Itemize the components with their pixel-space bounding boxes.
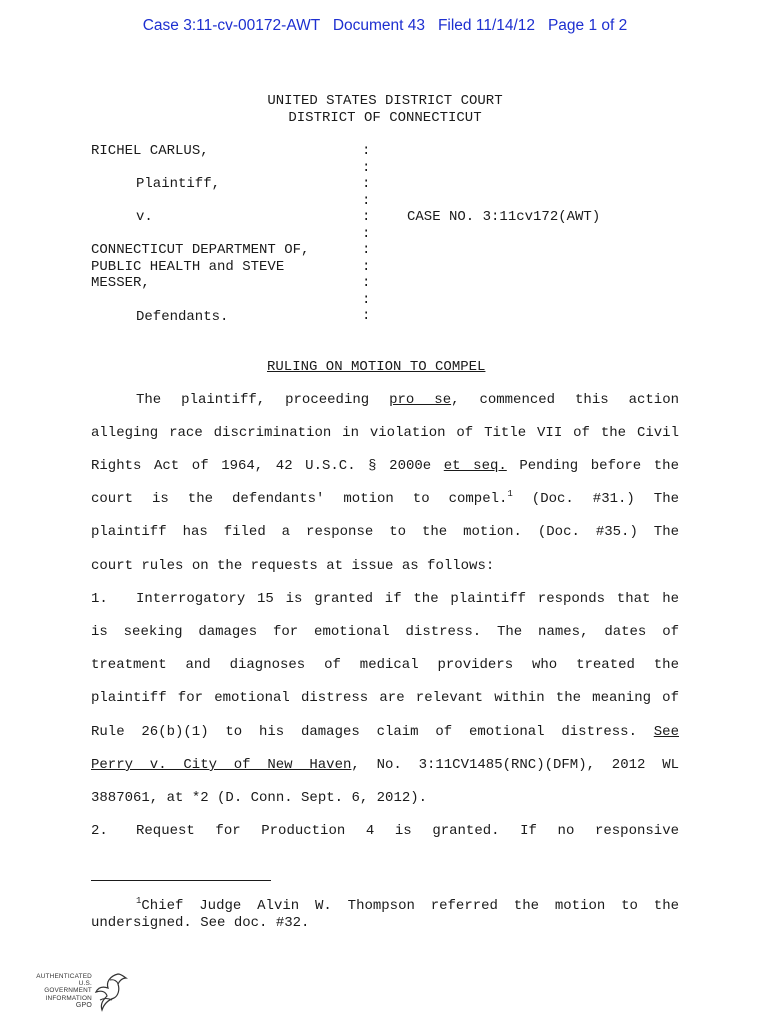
page-indicator: Page 1 of 2 — [547, 17, 628, 34]
filing-header — [0, 17, 770, 35]
caption-colon: : — [362, 275, 371, 291]
item-line: Interrogatory 15 is granted if the plaintiff responds that he — [136, 591, 679, 607]
caption-colon: : — [362, 192, 371, 209]
caption-colon: : — [362, 143, 371, 159]
defendant-line-3: MESSER, — [91, 275, 150, 291]
filed-date: Filed 11/14/12 — [437, 17, 536, 34]
court-name: UNITED STATES DISTRICT COURT — [267, 93, 503, 109]
defendant-role: Defendants. — [136, 309, 229, 325]
caption-colon: : — [362, 308, 371, 324]
case-number: CASE NO. 3:11cv172(AWT) — [407, 209, 601, 225]
see-signal: See — [653, 724, 679, 740]
item-line: Rule 26(b)(1) to his damages claim of emotional distress. See — [91, 724, 679, 740]
court-district: DISTRICT OF CONNECTICUT — [288, 110, 482, 126]
defendant-line-1: CONNECTICUT DEPARTMENT OF, — [91, 242, 310, 258]
gpo-authentication-logo: AUTHENTICATED U.S. GOVERNMENT INFORMATION GPO — [32, 968, 132, 1014]
item-line: Request for Production 4 is granted. If no responsive — [136, 823, 679, 839]
paragraph-line: The plaintiff, proceeding pro se, commenced this action — [136, 392, 679, 408]
caption-colon: : — [362, 291, 371, 308]
case-citation: Perry v. City of New Haven — [91, 757, 352, 773]
item-line: plaintiff for emotional distress are relevant within the meaning of — [91, 690, 679, 706]
item-line: Perry v. City of New Haven, No. 3:11CV1485(RNC)(DFM), 2012 WL — [91, 757, 679, 773]
paragraph-line: court is the defendants' motion to compel.$^1$ (Doc. #31.) The — [91, 489, 680, 507]
footnote-line: undersigned. See doc. #32. — [91, 915, 310, 931]
case-ref: Case 3:11-cv-00172-AWT — [142, 17, 320, 34]
caption-colon-column — [362, 143, 372, 325]
et-seq-term: et seq. — [443, 458, 507, 474]
footnote-line: $^1$Chief Judge Alvin W. Thompson referred the motion to the — [136, 896, 679, 914]
paragraph-line: court rules on the requests at issue as follows: — [91, 558, 495, 574]
caption-colon: : — [362, 209, 371, 225]
plaintiff-role: Plaintiff, — [136, 176, 221, 192]
caption-colon: : — [362, 242, 371, 258]
versus: v. — [136, 209, 153, 225]
caption-colon: : — [362, 225, 371, 242]
caption-colon: : — [362, 258, 371, 275]
caption-colon: : — [362, 159, 371, 176]
ruling-title: RULING ON MOTION TO COMPEL — [267, 359, 486, 375]
plaintiff-name: RICHEL CARLUS, — [91, 143, 209, 159]
pro-se-term: pro se — [389, 392, 452, 408]
item-line: 3887061, at *2 (D. Conn. Sept. 6, 2012). — [91, 790, 428, 806]
defendant-line-2: PUBLIC HEALTH and STEVE — [91, 259, 285, 275]
item-line: treatment and diagnoses of medical providers who treated the — [91, 657, 679, 673]
item-number: 2. — [91, 823, 108, 839]
paragraph-line: alleging race discrimination in violation of Title VII of the Civil — [91, 425, 679, 441]
eagle-icon — [88, 970, 130, 1012]
caption-colon: : — [362, 176, 371, 192]
paragraph-line: plaintiff has filed a response to the motion. (Doc. #35.) The — [91, 524, 679, 540]
footnote-ref: 1 — [507, 489, 513, 499]
footnote-divider — [91, 880, 271, 881]
item-line: is seeking damages for emotional distress. The names, dates of — [91, 624, 679, 640]
paragraph-line: Rights Act of 1964, 42 U.S.C. § 2000e et seq. Pending before the — [91, 458, 679, 474]
footnote-marker: 1 — [136, 896, 142, 906]
document-number: Document 43 — [332, 17, 426, 34]
item-number: 1. — [91, 591, 108, 607]
